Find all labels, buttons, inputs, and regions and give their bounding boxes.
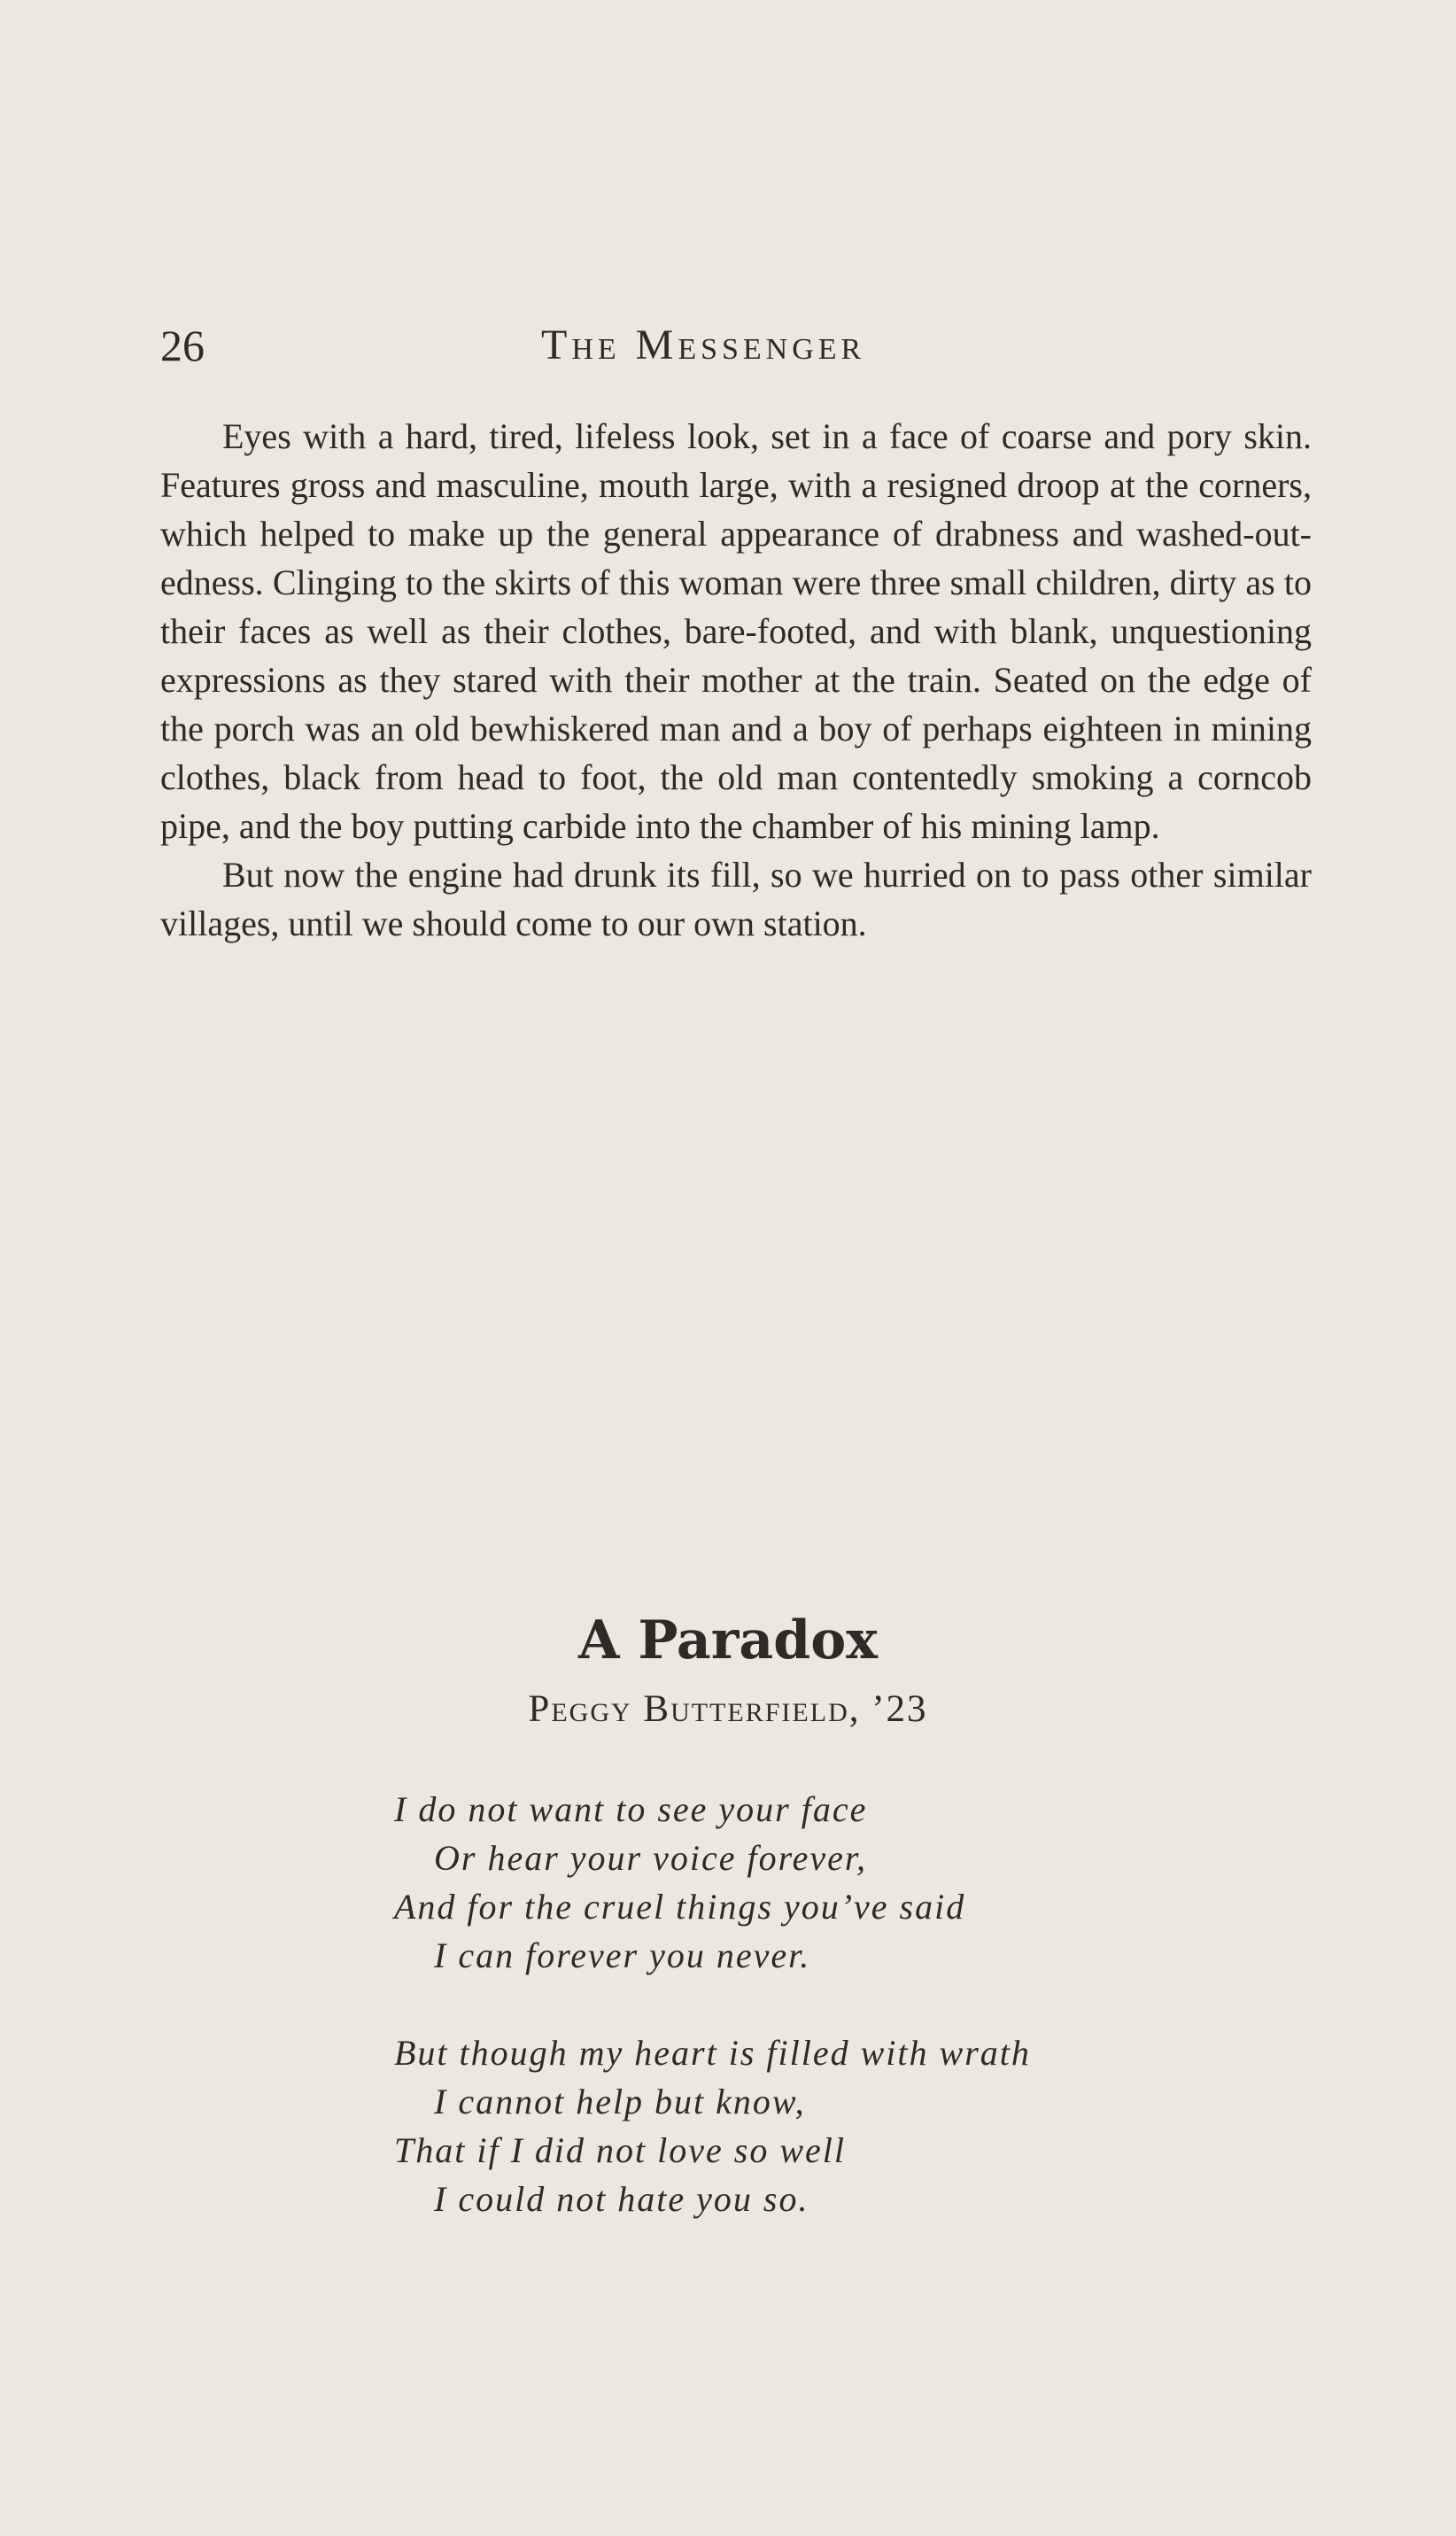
page-number: 26: [160, 321, 205, 370]
poem-line: That if I did not love so well: [394, 2130, 846, 2170]
poem-line: Or hear your voice forever,: [434, 1838, 868, 1878]
poem-body: [394, 1785, 1280, 2272]
poem-author: Peggy Butterfield, ’23: [528, 1688, 928, 1730]
prose-paragraph: Eyes with a hard, tired, lifeless look, set in a face of coarse and pory skin. Features gross and masculine, mouth large, with a resigned droop at the corners, which helped to make up the general appearance of drabness and washed-out-edness. Clinging to the skirts of this woman were three small children, dirty as to their faces as well as their clothes, bare-footed, and with blank, unquestioning expressions as they stared with their mother at the train. Seated on the edge of the porch was an old bewhiskered man and a boy of perhaps eighteen in mining clothes, black from head to foot, the old man contentedly smoking a corncob pipe, and the boy putting carbide into the chamber of his mining lamp.: [160, 416, 1312, 846]
poem-stanza: [394, 1785, 1280, 1980]
poem-title: A Paradox: [577, 1609, 879, 1671]
poem-line: I do not want to see your face: [394, 1789, 868, 1829]
poem-line: I could not hate you so.: [434, 2179, 809, 2219]
poem-line: But though my heart is filled with wrath: [394, 2033, 1031, 2073]
prose-body: [160, 412, 1312, 948]
poem-stanza: [394, 2028, 1280, 2223]
page-header: [160, 314, 1312, 376]
poem-line: I cannot help but know,: [434, 2082, 806, 2121]
running-title: The Messenger: [541, 322, 866, 368]
prose-paragraph: But now the engine had drunk its fill, so we hurried on to pass other similar villages, until we should come to our own station.: [160, 855, 1312, 943]
poem-line: And for the cruel things you’ve said: [394, 1887, 966, 1927]
poem-line: I can forever you never.: [434, 1935, 811, 1975]
